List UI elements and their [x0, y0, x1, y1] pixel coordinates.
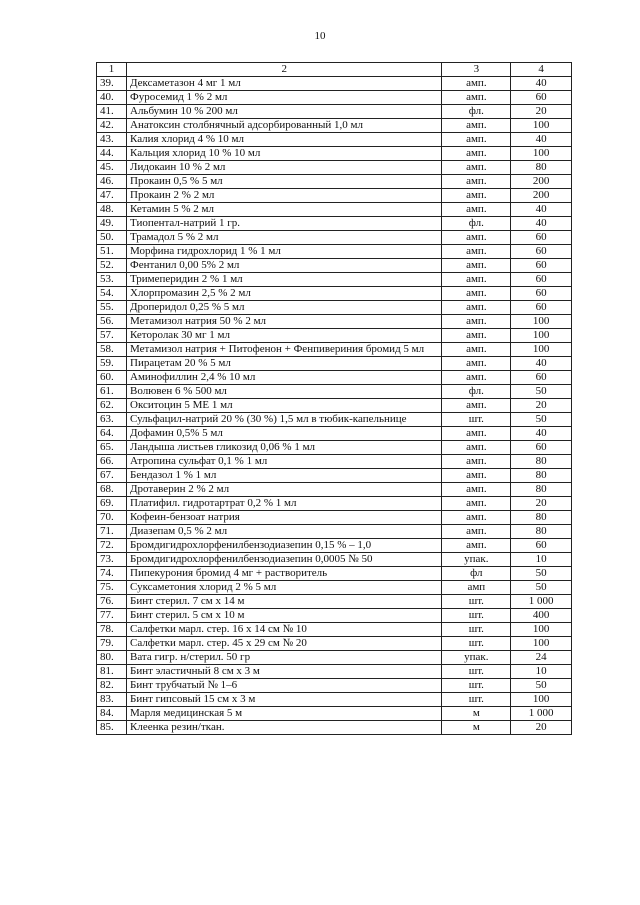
quantity: 80 — [511, 525, 572, 539]
unit: фл. — [442, 385, 511, 399]
item-name: Метамизол натрия + Питофенон + Фенпивериния бромид 5 мл — [127, 343, 442, 357]
table-row — [97, 679, 572, 693]
row-number: 55. — [97, 301, 127, 315]
quantity: 1 000 — [511, 707, 572, 721]
quantity: 100 — [511, 693, 572, 707]
item-name: Суксаметония хлорид 2 % 5 мл — [127, 581, 442, 595]
quantity: 40 — [511, 203, 572, 217]
table-row — [97, 595, 572, 609]
table-row — [97, 245, 572, 259]
table-row — [97, 357, 572, 371]
unit: амп. — [442, 497, 511, 511]
quantity: 60 — [511, 231, 572, 245]
table-row — [97, 539, 572, 553]
item-name: Пирацетам 20 % 5 мл — [127, 357, 442, 371]
table-row — [97, 301, 572, 315]
row-number: 46. — [97, 175, 127, 189]
quantity: 40 — [511, 427, 572, 441]
unit: фл. — [442, 217, 511, 231]
item-name: Морфина гидрохлорид 1 % 1 мл — [127, 245, 442, 259]
quantity: 80 — [511, 455, 572, 469]
item-name: Бромдигидрохлорфенилбензодиазепин 0,0005 № 50 — [127, 553, 442, 567]
item-name: Бинт эластичный 8 см х 3 м — [127, 665, 442, 679]
unit: амп. — [442, 357, 511, 371]
item-name: Диазепам 0,5 % 2 мл — [127, 525, 442, 539]
item-name: Платифил. гидротартрат 0,2 % 1 мл — [127, 497, 442, 511]
item-name: Бинт стерил. 5 см х 10 м — [127, 609, 442, 623]
item-name: Сульфацил-натрий 20 % (30 %) 1,5 мл в тюбик-капельнице — [127, 413, 442, 427]
quantity: 20 — [511, 105, 572, 119]
item-name: Бромдигидрохлорфенилбензодиазепин 0,15 % – 1,0 — [127, 539, 442, 553]
quantity: 10 — [511, 665, 572, 679]
row-number: 77. — [97, 609, 127, 623]
row-number: 64. — [97, 427, 127, 441]
row-number: 84. — [97, 707, 127, 721]
row-number: 70. — [97, 511, 127, 525]
row-number: 54. — [97, 287, 127, 301]
table-row — [97, 119, 572, 133]
quantity: 60 — [511, 245, 572, 259]
item-name: Салфетки марл. стер. 45 х 29 см № 20 — [127, 637, 442, 651]
quantity: 100 — [511, 119, 572, 133]
item-name: Салфетки марл. стер. 16 х 14 см № 10 — [127, 623, 442, 637]
row-number: 48. — [97, 203, 127, 217]
unit: амп. — [442, 91, 511, 105]
row-number: 76. — [97, 595, 127, 609]
quantity: 20 — [511, 399, 572, 413]
unit: амп. — [442, 329, 511, 343]
table-row — [97, 567, 572, 581]
quantity: 40 — [511, 217, 572, 231]
unit: м — [442, 721, 511, 735]
table-row — [97, 217, 572, 231]
item-name: Бинт трубчатый № 1–6 — [127, 679, 442, 693]
quantity: 10 — [511, 553, 572, 567]
row-number: 72. — [97, 539, 127, 553]
unit: шт. — [442, 637, 511, 651]
unit: шт. — [442, 665, 511, 679]
quantity: 80 — [511, 161, 572, 175]
table-row — [97, 259, 572, 273]
unit: амп — [442, 581, 511, 595]
quantity: 40 — [511, 77, 572, 91]
table-row — [97, 483, 572, 497]
unit: амп. — [442, 343, 511, 357]
table-row — [97, 273, 572, 287]
item-name: Лидокаин 10 % 2 мл — [127, 161, 442, 175]
unit: упак. — [442, 651, 511, 665]
item-name: Фуросемид 1 % 2 мл — [127, 91, 442, 105]
unit: фл — [442, 567, 511, 581]
item-name: Метамизол натрия 50 % 2 мл — [127, 315, 442, 329]
quantity: 1 000 — [511, 595, 572, 609]
unit: амп. — [442, 189, 511, 203]
quantity: 100 — [511, 147, 572, 161]
item-name: Ландыша листьев гликозид 0,06 % 1 мл — [127, 441, 442, 455]
item-name: Дротаверин 2 % 2 мл — [127, 483, 442, 497]
item-name: Трамадол 5 % 2 мл — [127, 231, 442, 245]
row-number: 51. — [97, 245, 127, 259]
item-name: Фентанил 0,00 5% 2 мл — [127, 259, 442, 273]
table-row — [97, 77, 572, 91]
row-number: 71. — [97, 525, 127, 539]
quantity: 400 — [511, 609, 572, 623]
unit: фл. — [442, 105, 511, 119]
quantity: 60 — [511, 301, 572, 315]
medication-table — [96, 62, 572, 735]
unit: шт. — [442, 623, 511, 637]
table-row — [97, 413, 572, 427]
unit: амп. — [442, 539, 511, 553]
quantity: 60 — [511, 259, 572, 273]
item-name: Кальция хлорид 10 % 10 мл — [127, 147, 442, 161]
unit: амп. — [442, 287, 511, 301]
unit: шт. — [442, 693, 511, 707]
unit: амп. — [442, 371, 511, 385]
row-number: 44. — [97, 147, 127, 161]
table-row — [97, 91, 572, 105]
item-name: Бендазол 1 % 1 мл — [127, 469, 442, 483]
table-row — [97, 609, 572, 623]
table-row — [97, 581, 572, 595]
item-name: Марля медицинская 5 м — [127, 707, 442, 721]
row-number: 39. — [97, 77, 127, 91]
item-name: Пипекурония бромид 4 мг + растворитель — [127, 567, 442, 581]
item-name: Калия хлорид 4 % 10 мл — [127, 133, 442, 147]
item-name: Дексаметазон 4 мг 1 мл — [127, 77, 442, 91]
quantity: 50 — [511, 581, 572, 595]
row-number: 83. — [97, 693, 127, 707]
quantity: 40 — [511, 357, 572, 371]
table-row — [97, 343, 572, 357]
quantity: 50 — [511, 679, 572, 693]
quantity: 100 — [511, 315, 572, 329]
item-name: Дроперидол 0,25 % 5 мл — [127, 301, 442, 315]
row-number: 65. — [97, 441, 127, 455]
item-name: Атропина сульфат 0,1 % 1 мл — [127, 455, 442, 469]
quantity: 100 — [511, 329, 572, 343]
table-row — [97, 385, 572, 399]
table-row — [97, 469, 572, 483]
table-row — [97, 511, 572, 525]
quantity: 100 — [511, 343, 572, 357]
unit: шт. — [442, 679, 511, 693]
item-name: Хлорпромазин 2,5 % 2 мл — [127, 287, 442, 301]
unit: амп. — [442, 175, 511, 189]
unit: амп. — [442, 245, 511, 259]
item-name: Прокаин 0,5 % 5 мл — [127, 175, 442, 189]
quantity: 50 — [511, 385, 572, 399]
table-row — [97, 315, 572, 329]
header-col-4: 4 — [511, 63, 572, 77]
table-row — [97, 525, 572, 539]
unit: амп. — [442, 77, 511, 91]
table-row — [97, 441, 572, 455]
quantity: 200 — [511, 189, 572, 203]
unit: амп. — [442, 399, 511, 413]
row-number: 68. — [97, 483, 127, 497]
row-number: 53. — [97, 273, 127, 287]
item-name: Аминофиллин 2,4 % 10 мл — [127, 371, 442, 385]
table-row — [97, 665, 572, 679]
row-number: 81. — [97, 665, 127, 679]
table-row — [97, 231, 572, 245]
row-number: 82. — [97, 679, 127, 693]
row-number: 42. — [97, 119, 127, 133]
table-row — [97, 707, 572, 721]
row-number: 49. — [97, 217, 127, 231]
quantity: 20 — [511, 721, 572, 735]
unit: м — [442, 707, 511, 721]
unit: амп. — [442, 161, 511, 175]
unit: амп. — [442, 147, 511, 161]
table-row — [97, 399, 572, 413]
unit: амп. — [442, 231, 511, 245]
item-name: Бинт стерил. 7 см х 14 м — [127, 595, 442, 609]
quantity: 60 — [511, 287, 572, 301]
item-name: Бинт гипсовый 15 см х 3 м — [127, 693, 442, 707]
table-row — [97, 161, 572, 175]
header-col-2: 2 — [127, 63, 442, 77]
row-number: 62. — [97, 399, 127, 413]
table-row — [97, 105, 572, 119]
unit: амп. — [442, 119, 511, 133]
quantity: 80 — [511, 469, 572, 483]
table-row — [97, 133, 572, 147]
item-name: Вата гигр. н/стерил. 50 гр — [127, 651, 442, 665]
unit: амп. — [442, 301, 511, 315]
quantity: 100 — [511, 637, 572, 651]
table-row — [97, 553, 572, 567]
item-name: Дофамин 0,5% 5 мл — [127, 427, 442, 441]
quantity: 24 — [511, 651, 572, 665]
table-row — [97, 175, 572, 189]
row-number: 52. — [97, 259, 127, 273]
row-number: 63. — [97, 413, 127, 427]
table-row — [97, 497, 572, 511]
quantity: 60 — [511, 371, 572, 385]
table-header-row — [97, 63, 572, 77]
unit: амп. — [442, 511, 511, 525]
item-name: Кофеин-бензоат натрия — [127, 511, 442, 525]
header-col-1: 1 — [97, 63, 127, 77]
table-body — [97, 63, 572, 735]
quantity: 200 — [511, 175, 572, 189]
row-number: 69. — [97, 497, 127, 511]
row-number: 60. — [97, 371, 127, 385]
item-name: Прокаин 2 % 2 мл — [127, 189, 442, 203]
quantity: 80 — [511, 483, 572, 497]
unit: амп. — [442, 259, 511, 273]
row-number: 61. — [97, 385, 127, 399]
row-number: 41. — [97, 105, 127, 119]
quantity: 40 — [511, 133, 572, 147]
table-row — [97, 287, 572, 301]
table-row — [97, 427, 572, 441]
row-number: 59. — [97, 357, 127, 371]
item-name: Кеторолак 30 мг 1 мл — [127, 329, 442, 343]
item-name: Тримеперидин 2 % 1 мл — [127, 273, 442, 287]
row-number: 75. — [97, 581, 127, 595]
item-name: Тиопентал-натрий 1 гр. — [127, 217, 442, 231]
table-row — [97, 637, 572, 651]
unit: упак. — [442, 553, 511, 567]
row-number: 79. — [97, 637, 127, 651]
item-name: Альбумин 10 % 200 мл — [127, 105, 442, 119]
row-number: 56. — [97, 315, 127, 329]
unit: амп. — [442, 427, 511, 441]
table-row — [97, 623, 572, 637]
table-row — [97, 651, 572, 665]
unit: амп. — [442, 441, 511, 455]
row-number: 45. — [97, 161, 127, 175]
quantity: 20 — [511, 497, 572, 511]
unit: амп. — [442, 455, 511, 469]
item-name: Анатоксин столбнячный адсорбированный 1,0 мл — [127, 119, 442, 133]
row-number: 80. — [97, 651, 127, 665]
quantity: 60 — [511, 539, 572, 553]
page-number: 10 — [314, 30, 326, 42]
unit: шт. — [442, 609, 511, 623]
unit: шт. — [442, 595, 511, 609]
row-number: 67. — [97, 469, 127, 483]
row-number: 58. — [97, 343, 127, 357]
row-number: 43. — [97, 133, 127, 147]
item-name: Волювен 6 % 500 мл — [127, 385, 442, 399]
item-name: Кетамин 5 % 2 мл — [127, 203, 442, 217]
item-name: Окситоцин 5 МЕ 1 мл — [127, 399, 442, 413]
table-row — [97, 147, 572, 161]
unit: амп. — [442, 483, 511, 497]
unit: шт. — [442, 413, 511, 427]
quantity: 80 — [511, 511, 572, 525]
quantity: 100 — [511, 623, 572, 637]
row-number: 74. — [97, 567, 127, 581]
item-name: Клеенка резин/ткан. — [127, 721, 442, 735]
row-number: 57. — [97, 329, 127, 343]
table-row — [97, 721, 572, 735]
unit: амп. — [442, 469, 511, 483]
quantity: 50 — [511, 413, 572, 427]
row-number: 78. — [97, 623, 127, 637]
unit: амп. — [442, 525, 511, 539]
header-col-3: 3 — [442, 63, 511, 77]
quantity: 60 — [511, 91, 572, 105]
quantity: 60 — [511, 441, 572, 455]
row-number: 50. — [97, 231, 127, 245]
table-row — [97, 203, 572, 217]
unit: амп. — [442, 273, 511, 287]
table-row — [97, 329, 572, 343]
row-number: 85. — [97, 721, 127, 735]
table-row — [97, 455, 572, 469]
unit: амп. — [442, 315, 511, 329]
quantity: 50 — [511, 567, 572, 581]
row-number: 40. — [97, 91, 127, 105]
table-row — [97, 371, 572, 385]
quantity: 60 — [511, 273, 572, 287]
table-row — [97, 693, 572, 707]
table-row — [97, 189, 572, 203]
row-number: 66. — [97, 455, 127, 469]
unit: амп. — [442, 133, 511, 147]
row-number: 73. — [97, 553, 127, 567]
unit: амп. — [442, 203, 511, 217]
row-number: 47. — [97, 189, 127, 203]
